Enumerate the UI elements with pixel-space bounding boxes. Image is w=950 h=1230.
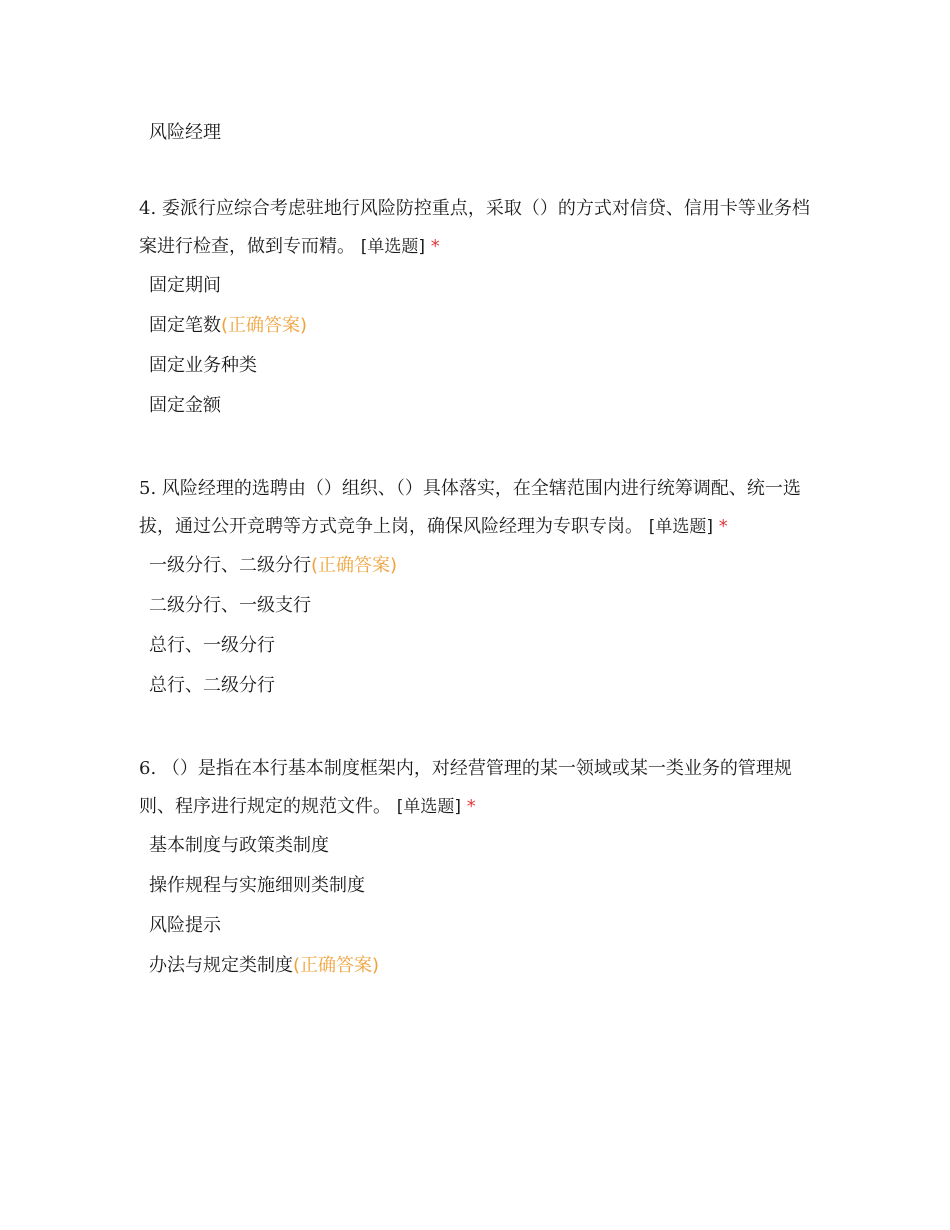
option-list — [139, 554, 819, 698]
option-label: 二级分行、一级支行 — [149, 595, 311, 616]
question-6 — [139, 750, 819, 994]
option-item — [149, 874, 819, 898]
option-item — [149, 274, 819, 298]
option-label: 风险提示 — [149, 915, 221, 936]
question-5 — [139, 470, 819, 714]
question-number: 5. — [139, 478, 157, 499]
question-type-label: [单选题] — [396, 797, 461, 817]
option-label: 固定期间 — [149, 275, 221, 296]
correct-answer-tag: (正确答案) — [293, 955, 380, 976]
correct-answer-tag: (正确答案) — [311, 555, 398, 576]
option-item — [149, 834, 819, 858]
question-4 — [139, 190, 819, 434]
required-mark: * — [466, 796, 476, 817]
option-list — [139, 834, 819, 978]
option-list — [139, 274, 819, 418]
question-text — [139, 190, 819, 266]
question-body: （）是指在本行基本制度框架内，对经营管理的某一领域或某一类业务的管理规则、程序进行规定的规范文件。 — [139, 758, 792, 817]
question-body: 风险经理的选聘由（）组织、（）具体落实，在全辖范围内进行统筹调配、统一选拔，通过公开竞聘等方式竞争上岗，确保风险经理为专职专岗。 — [139, 478, 801, 537]
option-item — [149, 914, 819, 938]
option-label: 固定金额 — [149, 395, 221, 416]
option-item — [149, 634, 819, 658]
question-type-label: [单选题] — [648, 517, 713, 537]
option-label: 风险经理 — [149, 122, 221, 143]
option-label: 固定业务种类 — [149, 355, 257, 376]
question-body: 委派行应综合考虑驻地行风险防控重点，采取（）的方式对信贷、信用卡等业务档案进行检查，做到专而精。 — [139, 198, 810, 257]
question-type-label: [单选题] — [360, 237, 425, 257]
option-item — [149, 354, 819, 378]
option-item — [149, 554, 819, 578]
option-item — [149, 394, 819, 418]
option-label: 一级分行、二级分行 — [149, 555, 311, 576]
option-label: 总行、一级分行 — [149, 635, 275, 656]
option-label: 基本制度与政策类制度 — [149, 835, 329, 856]
option-item — [149, 674, 819, 698]
question-number: 4. — [139, 198, 157, 219]
option-label: 总行、二级分行 — [149, 675, 275, 696]
correct-answer-tag: (正确答案) — [221, 315, 308, 336]
option-item — [149, 954, 819, 978]
required-mark: * — [430, 236, 440, 257]
option-item — [149, 594, 819, 618]
option-item — [149, 121, 221, 145]
option-label: 固定笔数 — [149, 315, 221, 336]
question-text — [139, 750, 819, 826]
required-mark: * — [718, 516, 728, 537]
option-label: 操作规程与实施细则类制度 — [149, 875, 365, 896]
option-label: 办法与规定类制度 — [149, 955, 293, 976]
question-text — [139, 470, 819, 546]
question-number: 6. — [139, 758, 157, 779]
option-item — [149, 314, 819, 338]
